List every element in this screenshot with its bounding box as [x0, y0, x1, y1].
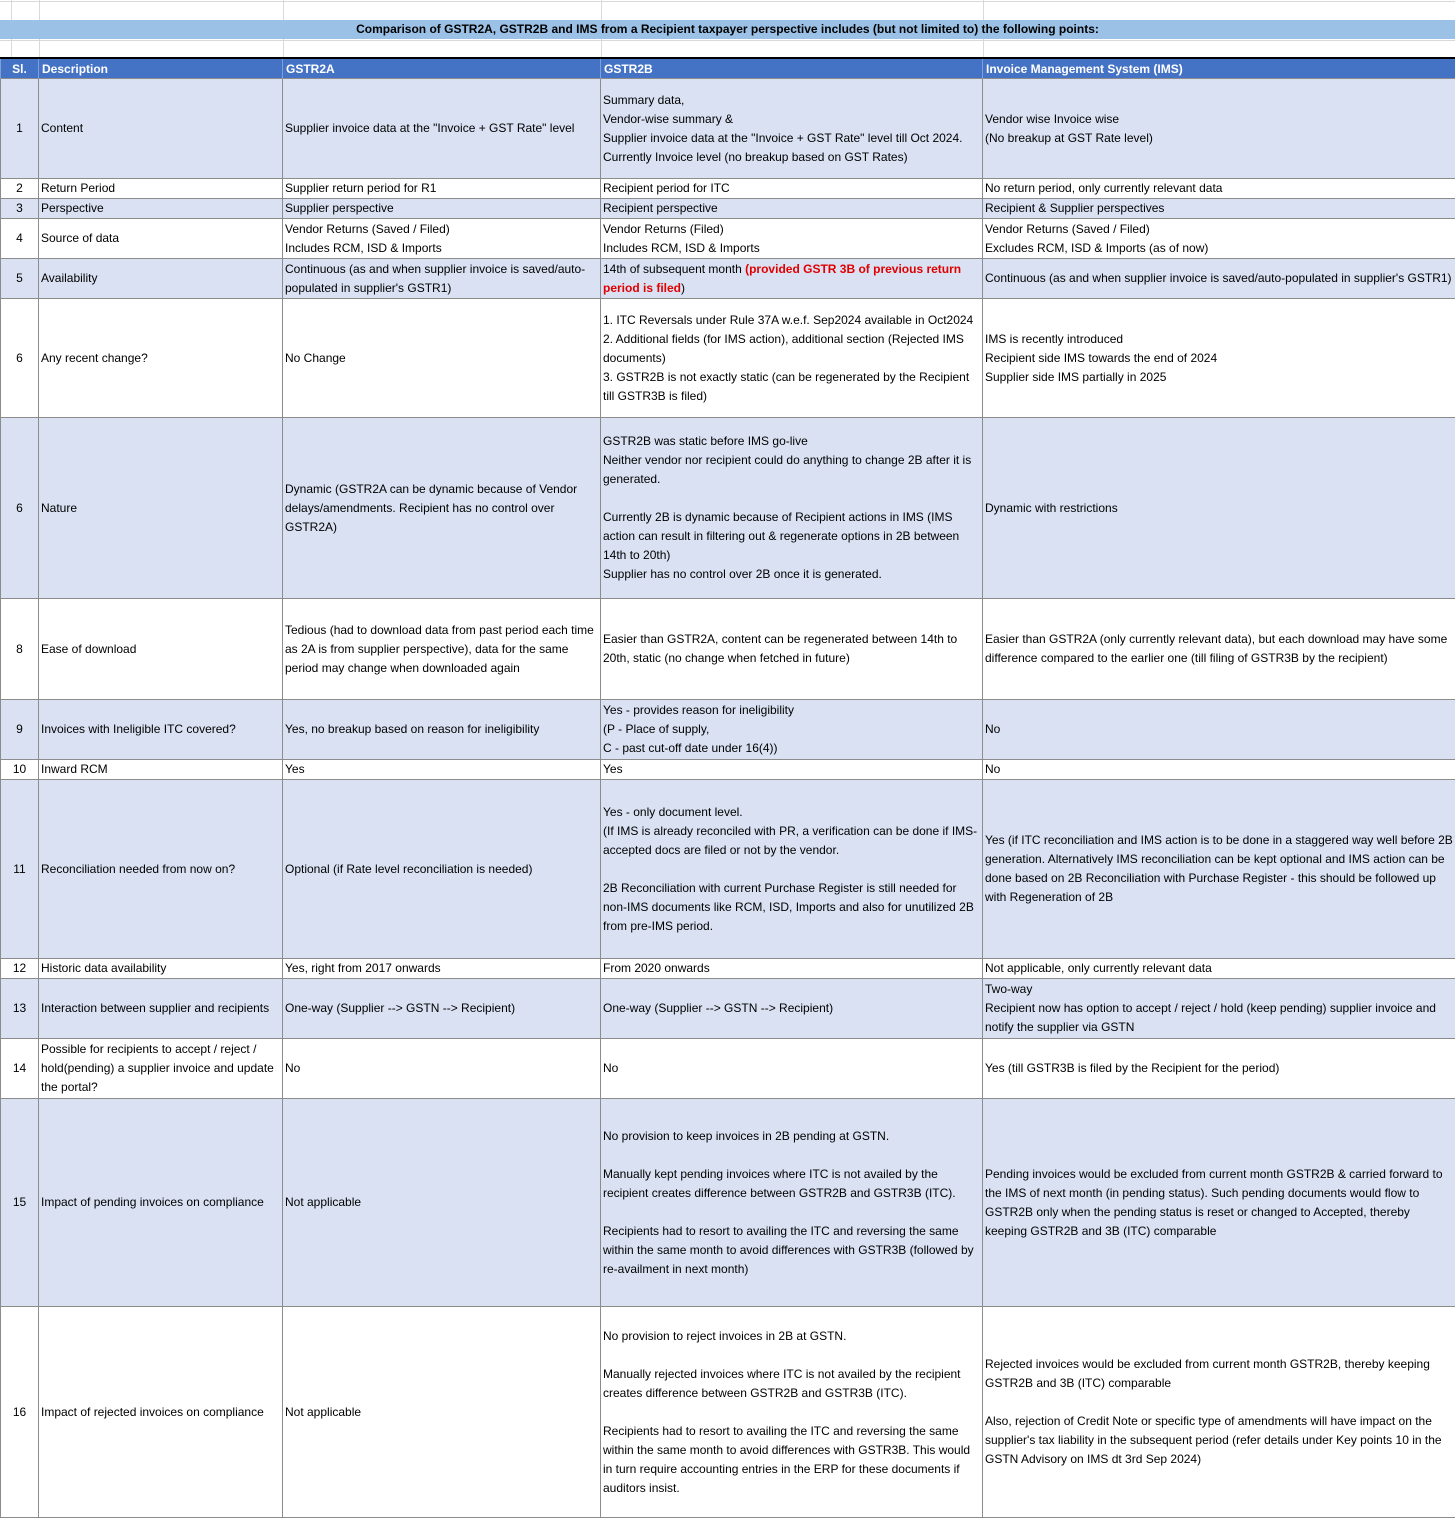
cell-sl: 9 — [1, 700, 39, 760]
comparison-table — [0, 57, 1455, 1518]
cell-gstr2b: No provision to reject invoices in 2B at GSTN. Manually rejected invoices where ITC is not availed by the recipient creates difference between GSTR2B and GSTR3B (ITC). Recipients had to resort to availing the ITC and reversing the same within the same month to avoid differences with GSTR3B. This would in turn require accounting entries in the ERP for these documents if auditors insist. — [601, 1307, 983, 1518]
cell-ims: Recipient & Supplier perspectives — [983, 199, 1455, 219]
cell-gstr2b: GSTR2B was static before IMS go-live Neither vendor nor recipient could do anything to change 2B after it is generated. Currently 2B is dynamic because of Recipient actions in IMS (IMS action can result in filtering out & regenerate options in 2B between 14th to 20th) Supplier has no control over 2B once it is generated. — [601, 418, 983, 599]
cell-sl: 14 — [1, 1039, 39, 1099]
cell-sl: 13 — [1, 979, 39, 1039]
cell-ims: No return period, only currently relevant data — [983, 179, 1455, 199]
availability-text: 14th of subsequent month — [603, 261, 746, 276]
table-row — [1, 418, 1455, 599]
cell-gstr2b: No — [601, 1039, 983, 1099]
table-row — [1, 259, 1455, 299]
header-gstr2a: GSTR2A — [283, 58, 601, 79]
cell-description: Ease of download — [39, 599, 283, 700]
cell-gstr2b: One-way (Supplier --> GSTN --> Recipient) — [601, 979, 983, 1039]
cell-gstr2b: Recipient period for ITC — [601, 179, 983, 199]
cell-sl: 16 — [1, 1307, 39, 1518]
cell-description: Impact of pending invoices on compliance — [39, 1099, 283, 1307]
cell-gstr2a: Supplier perspective — [283, 199, 601, 219]
cell-sl: 4 — [1, 219, 39, 259]
cell-gstr2b: No provision to keep invoices in 2B pending at GSTN. Manually kept pending invoices where ITC is not availed by the recipient creates difference between GSTR2B and GSTR3B (ITC). Recipients had to resort to availing the ITC and reversing the same within the same month to avoid differences with GSTR3B (followed by re-availment in next month) — [601, 1099, 983, 1307]
cell-gstr2a: Supplier return period for R1 — [283, 179, 601, 199]
cell-sl: 2 — [1, 179, 39, 199]
cell-sl: 5 — [1, 259, 39, 299]
table-row — [1, 1099, 1455, 1307]
cell-gstr2a: Supplier invoice data at the "Invoice + GST Rate" level — [283, 79, 601, 179]
table-row — [1, 179, 1455, 199]
cell-gstr2b: Easier than GSTR2A, content can be regenerated between 14th to 20th, static (no change when fetched in future) — [601, 599, 983, 700]
cell-gstr2a: Yes, right from 2017 onwards — [283, 959, 601, 979]
cell-description: Perspective — [39, 199, 283, 219]
cell-description: Return Period — [39, 179, 283, 199]
table-row — [1, 959, 1455, 979]
cell-ims: Not applicable, only currently relevant data — [983, 959, 1455, 979]
cell-gstr2a: Optional (if Rate level reconciliation is needed) — [283, 780, 601, 959]
cell-ims: Continuous (as and when supplier invoice is saved/auto-populated in supplier's GSTR1) — [983, 259, 1455, 299]
cell-gstr2a: Continuous (as and when supplier invoice is saved/auto-populated in supplier's GSTR1) — [283, 259, 601, 299]
cell-description: Content — [39, 79, 283, 179]
cell-gstr2b — [601, 259, 983, 299]
cell-gstr2a: Vendor Returns (Saved / Filed) Includes RCM, ISD & Imports — [283, 219, 601, 259]
cell-sl: 1 — [1, 79, 39, 179]
cell-gstr2a: No Change — [283, 299, 601, 418]
table-row — [1, 1039, 1455, 1099]
cell-ims: No — [983, 700, 1455, 760]
table-row — [1, 199, 1455, 219]
cell-description: Historic data availability — [39, 959, 283, 979]
table-row — [1, 760, 1455, 780]
cell-sl: 8 — [1, 599, 39, 700]
cell-description: Invoices with Ineligible ITC covered? — [39, 700, 283, 760]
table-row — [1, 700, 1455, 760]
header-description: Description — [39, 58, 283, 79]
cell-sl: 12 — [1, 959, 39, 979]
cell-gstr2a: Not applicable — [283, 1099, 601, 1307]
table-header-row — [1, 58, 1455, 79]
table-row — [1, 79, 1455, 179]
availability-closing-paren: ) — [681, 280, 686, 295]
cell-description: Reconciliation needed from now on? — [39, 780, 283, 959]
table-row — [1, 780, 1455, 959]
cell-gstr2b: Recipient perspective — [601, 199, 983, 219]
cell-sl: 10 — [1, 760, 39, 780]
cell-gstr2a: Not applicable — [283, 1307, 601, 1518]
cell-description: Interaction between supplier and recipients — [39, 979, 283, 1039]
header-ims: Invoice Management System (IMS) — [983, 58, 1455, 79]
header-sl: Sl. — [1, 58, 39, 79]
cell-gstr2b: Summary data, Vendor-wise summary & Supplier invoice data at the "Invoice + GST Rate" level till Oct 2024. Currently Invoice level (no breakup based on GST Rates) — [601, 79, 983, 179]
cell-ims: Two-way Recipient now has option to accept / reject / hold (keep pending) supplier invoice and notify the supplier via GSTN — [983, 979, 1455, 1039]
cell-ims: Vendor wise Invoice wise (No breakup at GST Rate level) — [983, 79, 1455, 179]
cell-description: Possible for recipients to accept / reject / hold(pending) a supplier invoice and update the portal? — [39, 1039, 283, 1099]
sheet-title-banner: Comparison of GSTR2A, GSTR2B and IMS from a Recipient taxpayer perspective includes (but not limited to) the following points: — [0, 20, 1455, 39]
cell-gstr2b: Yes - provides reason for ineligibility (P - Place of supply, C - past cut-off date under 16(4)) — [601, 700, 983, 760]
table-row — [1, 299, 1455, 418]
table-row — [1, 1307, 1455, 1518]
cell-description: Source of data — [39, 219, 283, 259]
cell-gstr2b: 1. ITC Reversals under Rule 37A w.e.f. Sep2024 available in Oct2024 2. Additional fields (for IMS action), additional section (Rejected IMS documents) 3. GSTR2B is not exactly static (can be regenerated by the Recipient till GSTR3B is filed) — [601, 299, 983, 418]
cell-ims: No — [983, 760, 1455, 780]
cell-description: Impact of rejected invoices on compliance — [39, 1307, 283, 1518]
cell-gstr2b: Vendor Returns (Filed) Includes RCM, ISD & Imports — [601, 219, 983, 259]
cell-ims: Pending invoices would be excluded from current month GSTR2B & carried forward to the IMS of next month (in pending status). Such pending documents would flow to GSTR2B only when the pending status is reset or changed to Accepted, thereby keeping GSTR2B and 3B (ITC) comparable — [983, 1099, 1455, 1307]
cell-sl: 6 — [1, 299, 39, 418]
cell-description: Nature — [39, 418, 283, 599]
cell-gstr2a: Yes — [283, 760, 601, 780]
cell-ims: Yes (till GSTR3B is filed by the Recipient for the period) — [983, 1039, 1455, 1099]
cell-gstr2b: Yes - only document level. (If IMS is already reconciled with PR, a verification can be done if IMS-accepted docs are filed or not by the vendor. 2B Reconciliation with current Purchase Register is still needed for non-IMS documents like RCM, ISD, Imports and also for unutilized 2B from pre-IMS period. — [601, 780, 983, 959]
cell-description: Any recent change? — [39, 299, 283, 418]
table-row — [1, 219, 1455, 259]
cell-description: Inward RCM — [39, 760, 283, 780]
cell-ims: Easier than GSTR2A (only currently relevant data), but each download may have some difference compared to the earlier one (till filing of GSTR3B by the recipient) — [983, 599, 1455, 700]
cell-gstr2b: From 2020 onwards — [601, 959, 983, 979]
cell-ims: Vendor Returns (Saved / Filed) Excludes RCM, ISD & Imports (as of now) — [983, 219, 1455, 259]
cell-ims: IMS is recently introduced Recipient side IMS towards the end of 2024 Supplier side IMS partially in 2025 — [983, 299, 1455, 418]
cell-gstr2a: Dynamic (GSTR2A can be dynamic because of Vendor delays/amendments. Recipient has no control over GSTR2A) — [283, 418, 601, 599]
header-gstr2b: GSTR2B — [601, 58, 983, 79]
cell-gstr2b: Yes — [601, 760, 983, 780]
cell-sl: 11 — [1, 780, 39, 959]
cell-gstr2a: No — [283, 1039, 601, 1099]
availability-condition-red: (provided GSTR 3B of previous return period is filed — [603, 261, 962, 295]
cell-sl: 15 — [1, 1099, 39, 1307]
table-row — [1, 599, 1455, 700]
cell-ims: Rejected invoices would be excluded from current month GSTR2B, thereby keeping GSTR2B and 3B (ITC) comparable Also, rejection of Credit Note or specific type of amendments will have impact on the supplier's tax liability in the subsequent period (refer details under Key points 10 in the GSTN Advisory on IMS dt 3rd Sep 2024) — [983, 1307, 1455, 1518]
cell-ims: Dynamic with restrictions — [983, 418, 1455, 599]
cell-description: Availability — [39, 259, 283, 299]
cell-gstr2a: One-way (Supplier --> GSTN --> Recipient) — [283, 979, 601, 1039]
cell-sl: 6 — [1, 418, 39, 599]
table-row — [1, 979, 1455, 1039]
cell-sl: 3 — [1, 199, 39, 219]
cell-ims: Yes (if ITC reconciliation and IMS action is to be done in a staggered way well before 2B generation. Alternatively IMS reconciliation can be kept optional and IMS action can be done based on 2B Reconciliation with Purchase Register - this should be followed up with Regeneration of 2B — [983, 780, 1455, 959]
cell-gstr2a: Tedious (had to download data from past period each time as 2A is from supplier perspective), data for the same period may change when downloaded again — [283, 599, 601, 700]
cell-gstr2a: Yes, no breakup based on reason for ineligibility — [283, 700, 601, 760]
